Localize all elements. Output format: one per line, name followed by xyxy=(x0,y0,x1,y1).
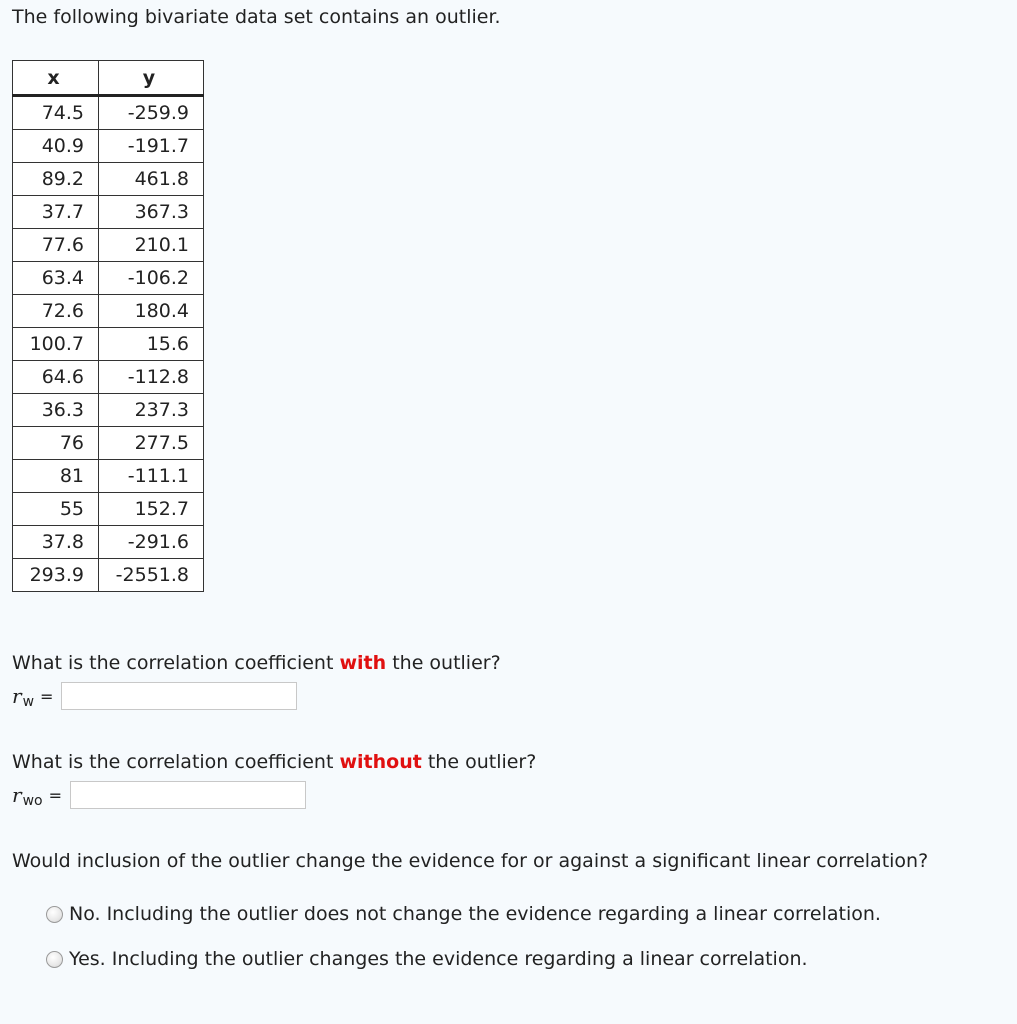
cell-x: 100.7 xyxy=(13,328,99,361)
cell-y: -112.8 xyxy=(99,361,204,394)
cell-x: 74.5 xyxy=(13,96,99,130)
table-header-row xyxy=(13,61,204,96)
subscript-wo: wo xyxy=(22,793,43,809)
cell-x: 37.8 xyxy=(13,526,99,559)
cell-y: 237.3 xyxy=(99,394,204,427)
answer-row-rwo xyxy=(12,780,306,810)
cell-y: -106.2 xyxy=(99,262,204,295)
table-row xyxy=(13,361,204,394)
cell-x: 293.9 xyxy=(13,559,99,592)
option-yes[interactable] xyxy=(46,946,808,972)
table-row xyxy=(13,526,204,559)
cell-x: 64.6 xyxy=(13,361,99,394)
rw-input[interactable] xyxy=(61,682,297,710)
equals-sign: = xyxy=(48,785,62,805)
question-evidence: Would inclusion of the outlier change the evidence for or against a significant linear correlation? xyxy=(12,850,929,872)
cell-x: 40.9 xyxy=(13,130,99,163)
cell-y: 210.1 xyxy=(99,229,204,262)
cell-x: 81 xyxy=(13,460,99,493)
cell-x: 37.7 xyxy=(13,196,99,229)
question-text-end: the outlier? xyxy=(386,652,501,674)
table-row xyxy=(13,493,204,526)
question-text-end: the outlier? xyxy=(421,751,537,773)
table-row xyxy=(13,130,204,163)
table-row xyxy=(13,427,204,460)
cell-x: 89.2 xyxy=(13,163,99,196)
highlight-without: without xyxy=(339,751,422,773)
cell-y: -111.1 xyxy=(99,460,204,493)
question-text: What is the correlation coefficient xyxy=(12,751,340,773)
cell-x: 63.4 xyxy=(13,262,99,295)
table-row xyxy=(13,328,204,361)
question-with-outlier xyxy=(12,650,501,676)
cell-x: 36.3 xyxy=(13,394,99,427)
radio-no[interactable] xyxy=(46,906,63,923)
cell-x: 76 xyxy=(13,427,99,460)
equals-sign: = xyxy=(40,686,54,706)
cell-y: 15.6 xyxy=(99,328,204,361)
option-no-label: No. Including the outlier does not change the evidence regarding a linear correlation. xyxy=(69,903,881,925)
data-table xyxy=(12,60,204,592)
cell-x: 55 xyxy=(13,493,99,526)
variable-r: r xyxy=(12,684,22,708)
cell-y: 277.5 xyxy=(99,427,204,460)
column-header-y: y xyxy=(99,61,204,96)
cell-y: -259.9 xyxy=(99,96,204,130)
cell-y: -2551.8 xyxy=(99,559,204,592)
table-row xyxy=(13,394,204,427)
cell-y: 461.8 xyxy=(99,163,204,196)
highlight-with: with xyxy=(339,652,387,674)
option-yes-label: Yes. Including the outlier changes the evidence regarding a linear correlation. xyxy=(69,948,808,970)
subscript-w: w xyxy=(22,694,35,710)
cell-y: -191.7 xyxy=(99,130,204,163)
cell-x: 77.6 xyxy=(13,229,99,262)
rwo-input[interactable] xyxy=(70,781,306,809)
question-without-outlier xyxy=(12,749,536,775)
cell-y: -291.6 xyxy=(99,526,204,559)
question-text: What is the correlation coefficient xyxy=(12,652,340,674)
cell-x: 72.6 xyxy=(13,295,99,328)
table-row xyxy=(13,262,204,295)
cell-y: 367.3 xyxy=(99,196,204,229)
cell-y: 152.7 xyxy=(99,493,204,526)
variable-r: r xyxy=(12,783,22,807)
table-row xyxy=(13,295,204,328)
problem-intro: The following bivariate data set contains an outlier. xyxy=(12,6,501,28)
table-row xyxy=(13,96,204,130)
table-row xyxy=(13,229,204,262)
column-header-x: x xyxy=(13,61,99,96)
table-row xyxy=(13,559,204,592)
radio-yes[interactable] xyxy=(46,951,63,968)
option-no[interactable] xyxy=(46,901,881,927)
table-row xyxy=(13,460,204,493)
answer-row-rw xyxy=(12,681,297,711)
cell-y: 180.4 xyxy=(99,295,204,328)
table-row xyxy=(13,163,204,196)
table-row xyxy=(13,196,204,229)
